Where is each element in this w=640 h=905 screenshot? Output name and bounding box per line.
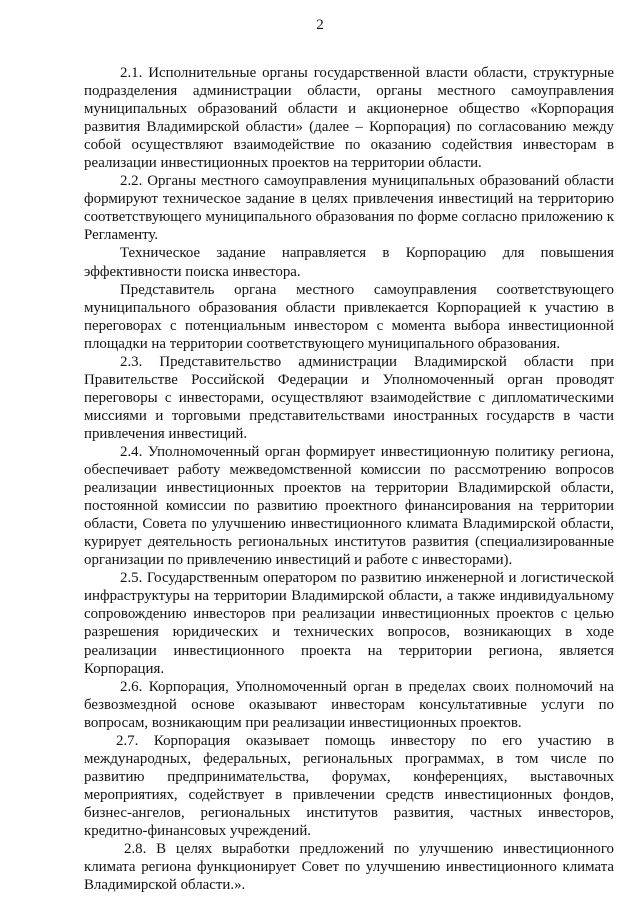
page-number: 2 xyxy=(316,17,324,33)
paragraph-technical-task: Техническое задание направляется в Корпорацию для повышения эффективности поиска инвестора. xyxy=(84,245,614,280)
paragraph-2-7: 2.7. Корпорация оказывает помощь инвестору по его участию в международных, федеральных, региональных программах, в том числе по развитию предпринимательства, форумах, конференциях, выставочных мероприятиях, содействует в привлечении средств инвестиционных фондов, бизнес-ангелов, региональных институтов развития, частных инвесторов, кредитно-финансовых учреждений. xyxy=(84,732,614,839)
document-body xyxy=(84,64,614,894)
paragraph-2-8: 2.8. В целях выработки предложений по улучшению инвестиционного климата региона функционирует Совет по улучшению инвестиционного климата Владимирской области.». xyxy=(84,841,614,894)
paragraph-2-3: 2.3. Представительство администрации Владимирской области при Правительстве Российской Федерации и Уполномоченный орган проводят переговоры с инвесторами, осуществляют взаимодействие с дипломатическими миссиями и торговыми представительствами иностранных государств в части привлечения инвестиций. xyxy=(84,353,614,442)
paragraph-representative: Представитель органа местного самоуправления соответствующего муниципального образования области привлекается Корпорацией к участию в переговорах с потенциальным инвестором с момента выбора инвестиционной площадки на территории соответствующего муниципального образования. xyxy=(84,281,614,352)
paragraph-2-2: 2.2. Органы местного самоуправления муниципальных образований области формируют техническое задание в целях привлечения инвестиций на территорию соответствующего муниципального образования по форме согласно приложению к Регламенту. xyxy=(84,173,614,244)
paragraph-2-1: 2.1. Исполнительные органы государственной власти области, структурные подразделения администрации области, органы местного самоуправления муниципальных образований области и акционерное общество «Корпорация развития Владимирской области» (далее – Корпорация) по согласованию между собой осуществляют взаимодействие по оказанию содействия инвесторам в реализации инвестиционных проектов на территории области. xyxy=(84,65,614,172)
paragraph-2-4: 2.4. Уполномоченный орган формирует инвестиционную политику региона, обеспечивает работу межведомственной комиссии по рассмотрению вопросов реализации инвестиционных проектов на территории Владимирской области, постоянной комиссии по развитию проектного финансирования на территории области, Совета по улучшению инвестиционного климата Владимирской области, курирует деятельность региональных институтов развития (специализированные организации по привлечению инвестиций и работе с инвесторами). xyxy=(84,443,614,569)
paragraph-2-6: 2.6. Корпорация, Уполномоченный орган в пределах своих полномочий на безвозмездной основе оказывают инвесторам консультативные услуги по вопросам, возникающим при реализации инвестиционных проектов. xyxy=(84,678,614,731)
paragraph-2-5: 2.5. Государственным оператором по развитию инженерной и логистической инфраструктуры на территории Владимирской области, а также индивидуальному сопровождению инвесторов при реализации инвестиционных проектов с целью разрешения юридических и технических вопросов, возникающих в ходе реализации инвестиционного проекта на территории региона, является Корпорация. xyxy=(84,570,614,677)
